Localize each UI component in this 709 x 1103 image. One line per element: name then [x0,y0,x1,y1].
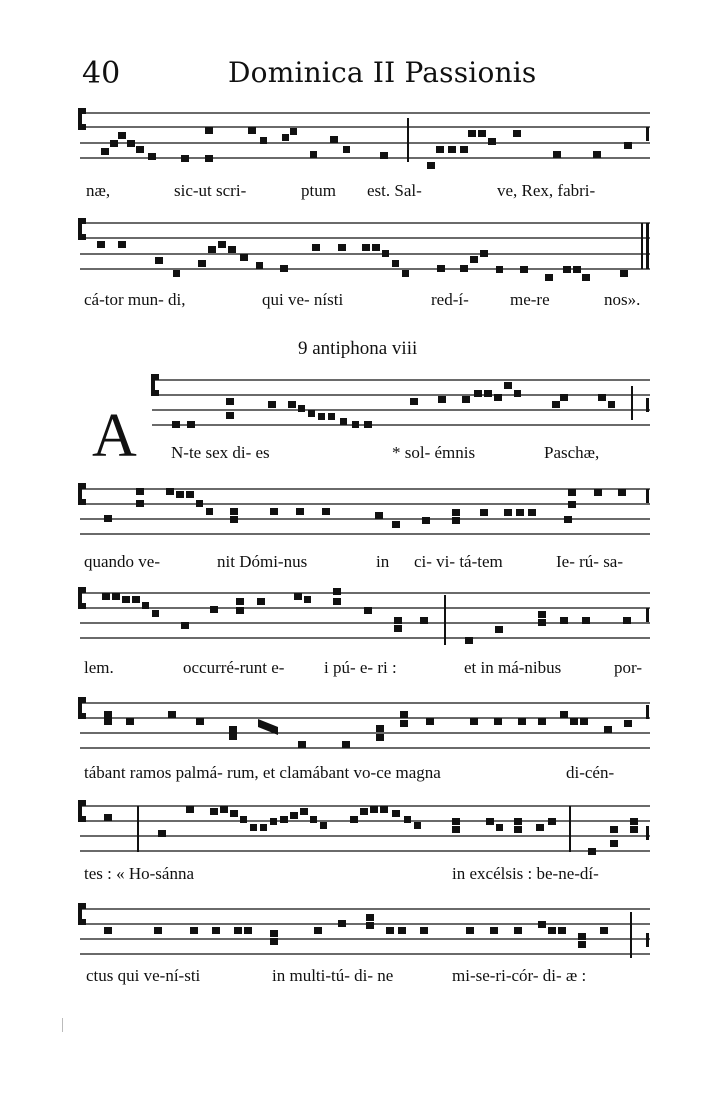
lyric-7-2: in excélsis : be-ne-dí- [452,864,599,883]
lyric-4-3: in [376,552,390,571]
lyric-2-2: qui ve- nísti [262,290,344,309]
lyric-2-4: me-re [510,290,550,309]
lyric-1-2: sic-ut scri- [174,181,247,200]
lyric-8-2: in multi-tú- di- ne [272,966,394,985]
lyric-1-4: est. Sal- [367,181,422,200]
lyric-1-3: ptum [301,181,336,200]
lyric-4-4: ci- vi- tá-tem [414,552,503,571]
lyric-5-5: por- [614,658,642,677]
lyric-8-3: mi-se-ri-cór- di- æ : [452,966,587,985]
lyric-5-1: lem. [84,658,114,677]
antiphon-heading: 9 antiphona viii [298,338,418,359]
lyric-2-5: nos». [604,290,641,309]
lyric-1-5: ve, Rex, fabri- [497,181,596,200]
lyric-2-1: cá-tor mun- di, [84,290,186,309]
page-title: Dominica II Passionis [228,56,537,89]
lyric-3-3: Paschæ, [544,443,600,462]
page-number: 40 [82,56,121,91]
lyric-5-3: i pú- e- ri : [324,658,397,677]
lyric-4-5: Ie- rú- sa- [556,552,624,571]
drop-cap-initial: A [92,402,137,470]
neumes-8 [78,903,649,958]
lyric-5-4: et in má-nibus [464,658,562,677]
lyric-8-1: ctus qui ve-ní-sti [86,966,201,985]
lyric-1-1: næ, [86,181,111,200]
lyric-6-2: di-cén- [566,763,615,782]
lyric-6-1: tábant ramos palmá- rum, et clamábant vo-ce magna [84,763,441,782]
lyric-7-1: tes : « Ho-sánna [84,864,195,883]
lyric-3-1: N-te sex di- es [171,443,270,462]
margin-mark [62,1018,63,1032]
lyric-3-2: * sol- émnis [392,443,476,462]
lyric-4-1: quando ve- [84,552,161,571]
lyric-4-2: nit Dómi-nus [217,552,308,571]
lyric-5-2: occurré-runt e- [183,658,285,677]
lyric-2-3: red-í- [431,290,469,309]
